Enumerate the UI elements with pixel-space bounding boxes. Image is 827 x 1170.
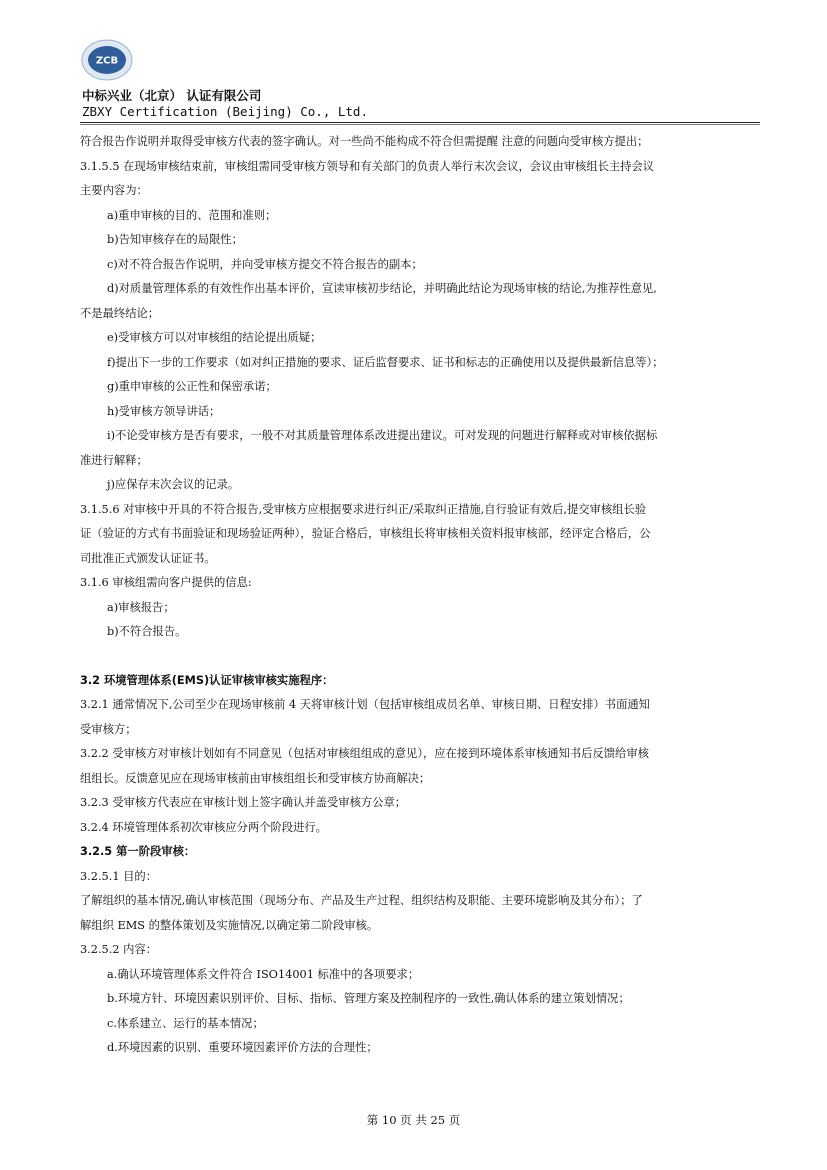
- zcb-logo: [80, 38, 134, 82]
- text-line: 符合报告作说明并取得受审核方代表的签字确认。对一些尚不能构成不符合但需提醒 注意的问题向受审核方提出；: [80, 135, 649, 148]
- text-line: 主要内容为：: [80, 184, 148, 197]
- list-item: a)重申审核的目的、范围和准则；: [107, 208, 277, 222]
- text-line: 司批准正式颁发认证证书。: [80, 551, 216, 565]
- text-line: 3.2.5.2 内容：: [80, 943, 158, 956]
- list-item: b)告知审核存在的局限性；: [107, 233, 243, 246]
- text-line: 3.2.4 环境管理体系初次审核应分两个阶段进行。: [80, 820, 327, 834]
- list-item: j)应保存末次会议的记录。: [107, 478, 240, 491]
- svg-text:ZCB: ZCB: [95, 55, 119, 67]
- company-name-en: ZBXY Certification (Beijing) Co., Ltd.: [82, 104, 368, 119]
- list-item: g)重申审核的公正性和保密承诺；: [107, 380, 277, 393]
- list-item: a)审核报告；: [107, 600, 175, 614]
- list-item: d.环境因素的识别、重要环境因素评价方法的合理性；: [107, 1041, 378, 1054]
- document-body: [80, 130, 752, 1061]
- text-line: 3.1.5.6 对审核中开具的不符合报告,受审核方应根据要求进行纠正/采取纠正措施,自行验证有效后,提交审核组长验: [80, 502, 647, 516]
- list-item: c)对不符合报告作说明，并向受审核方提交不符合报告的副本；: [107, 257, 423, 271]
- subsection-heading: 3.2.5 第一阶段审核：: [80, 845, 196, 858]
- text-line: 不是最终结论；: [80, 306, 160, 320]
- text-line: 证（验证的方式有书面验证和现场验证两种），验证合格后，审核组长将审核相关资料报审核部，经评定合格后，公: [80, 527, 651, 540]
- list-item: b)不符合报告。: [107, 625, 187, 638]
- section-heading: 3.2 环境管理体系(EMS)认证审核审核实施程序：: [80, 673, 334, 687]
- header-divider: [80, 122, 760, 123]
- header-divider-thin: [80, 124, 760, 125]
- text-line: 3.2.1 通常情况下,公司至少在现场审核前 4 天将审核计划（包括审核组成员名单、审核日期、日程安排）书面通知: [80, 698, 650, 711]
- text-line: 解组织 EMS 的整体策划及实施情况,以确定第二阶段审核。: [80, 918, 379, 932]
- list-item: e)受审核方可以对审核组的结论提出质疑；: [107, 331, 322, 344]
- text-line: 受审核方；: [80, 722, 137, 736]
- text-line: 组组长。反馈意见应在现场审核前由审核组组长和受审核方协商解决；: [80, 771, 431, 785]
- text-line: 了解组织的基本情况,确认审核范围（现场分布、产品及生产过程、组织结构及职能、主要环境影响及其分布）；了: [80, 894, 643, 907]
- section-spacer: [80, 645, 752, 669]
- list-item: a.确认环境管理体系文件符合 ISO14001 标准中的各项要求；: [107, 967, 420, 981]
- text-line: 3.2.2 受审核方对审核计划如有不同意见（包括对审核组组成的意见），应在接到环境体系审核通知书后反馈给审核: [80, 747, 649, 760]
- text-line: 准进行解释；: [80, 453, 148, 467]
- text-line: 3.2.5.1 目的：: [80, 869, 158, 883]
- company-name-cn: 中标兴业（北京） 认证有限公司: [82, 88, 262, 103]
- text-line: 3.1.5.5 在现场审核结束前，审核组需同受审核方领导和有关部门的负责人举行末次会议，会议由审核组长主持会议: [80, 159, 655, 173]
- text-line: 3.1.6 审核组需向客户提供的信息:: [80, 576, 252, 589]
- list-item: h)受审核方领导讲话；: [107, 404, 221, 418]
- list-item: i)不论受审核方是否有要求，一般不对其质量管理体系改进提出建议。可对发现的问题进行解释或对审核依据标: [107, 429, 658, 442]
- list-item: c.体系建立、运行的基本情况；: [107, 1016, 264, 1030]
- list-item: b.环境方针、环境因素识别评价、目标、指标、管理方案及控制程序的一致性,确认体系的建立策划情况；: [107, 992, 630, 1005]
- list-item: f)提出下一步的工作要求（如对纠正措施的要求、证后监督要求、证书和标志的正确使用以及提供最新信息等）；: [107, 355, 664, 369]
- page-number: 第 10 页 共 25 页: [366, 1113, 461, 1127]
- list-item: d)对质量管理体系的有效性作出基本评价，宣读审核初步结论，并明确此结论为现场审核的结论,为推荐性意见,: [107, 282, 657, 295]
- text-line: 3.2.3 受审核方代表应在审核计划上签字确认并盖受审核方公章；: [80, 796, 407, 809]
